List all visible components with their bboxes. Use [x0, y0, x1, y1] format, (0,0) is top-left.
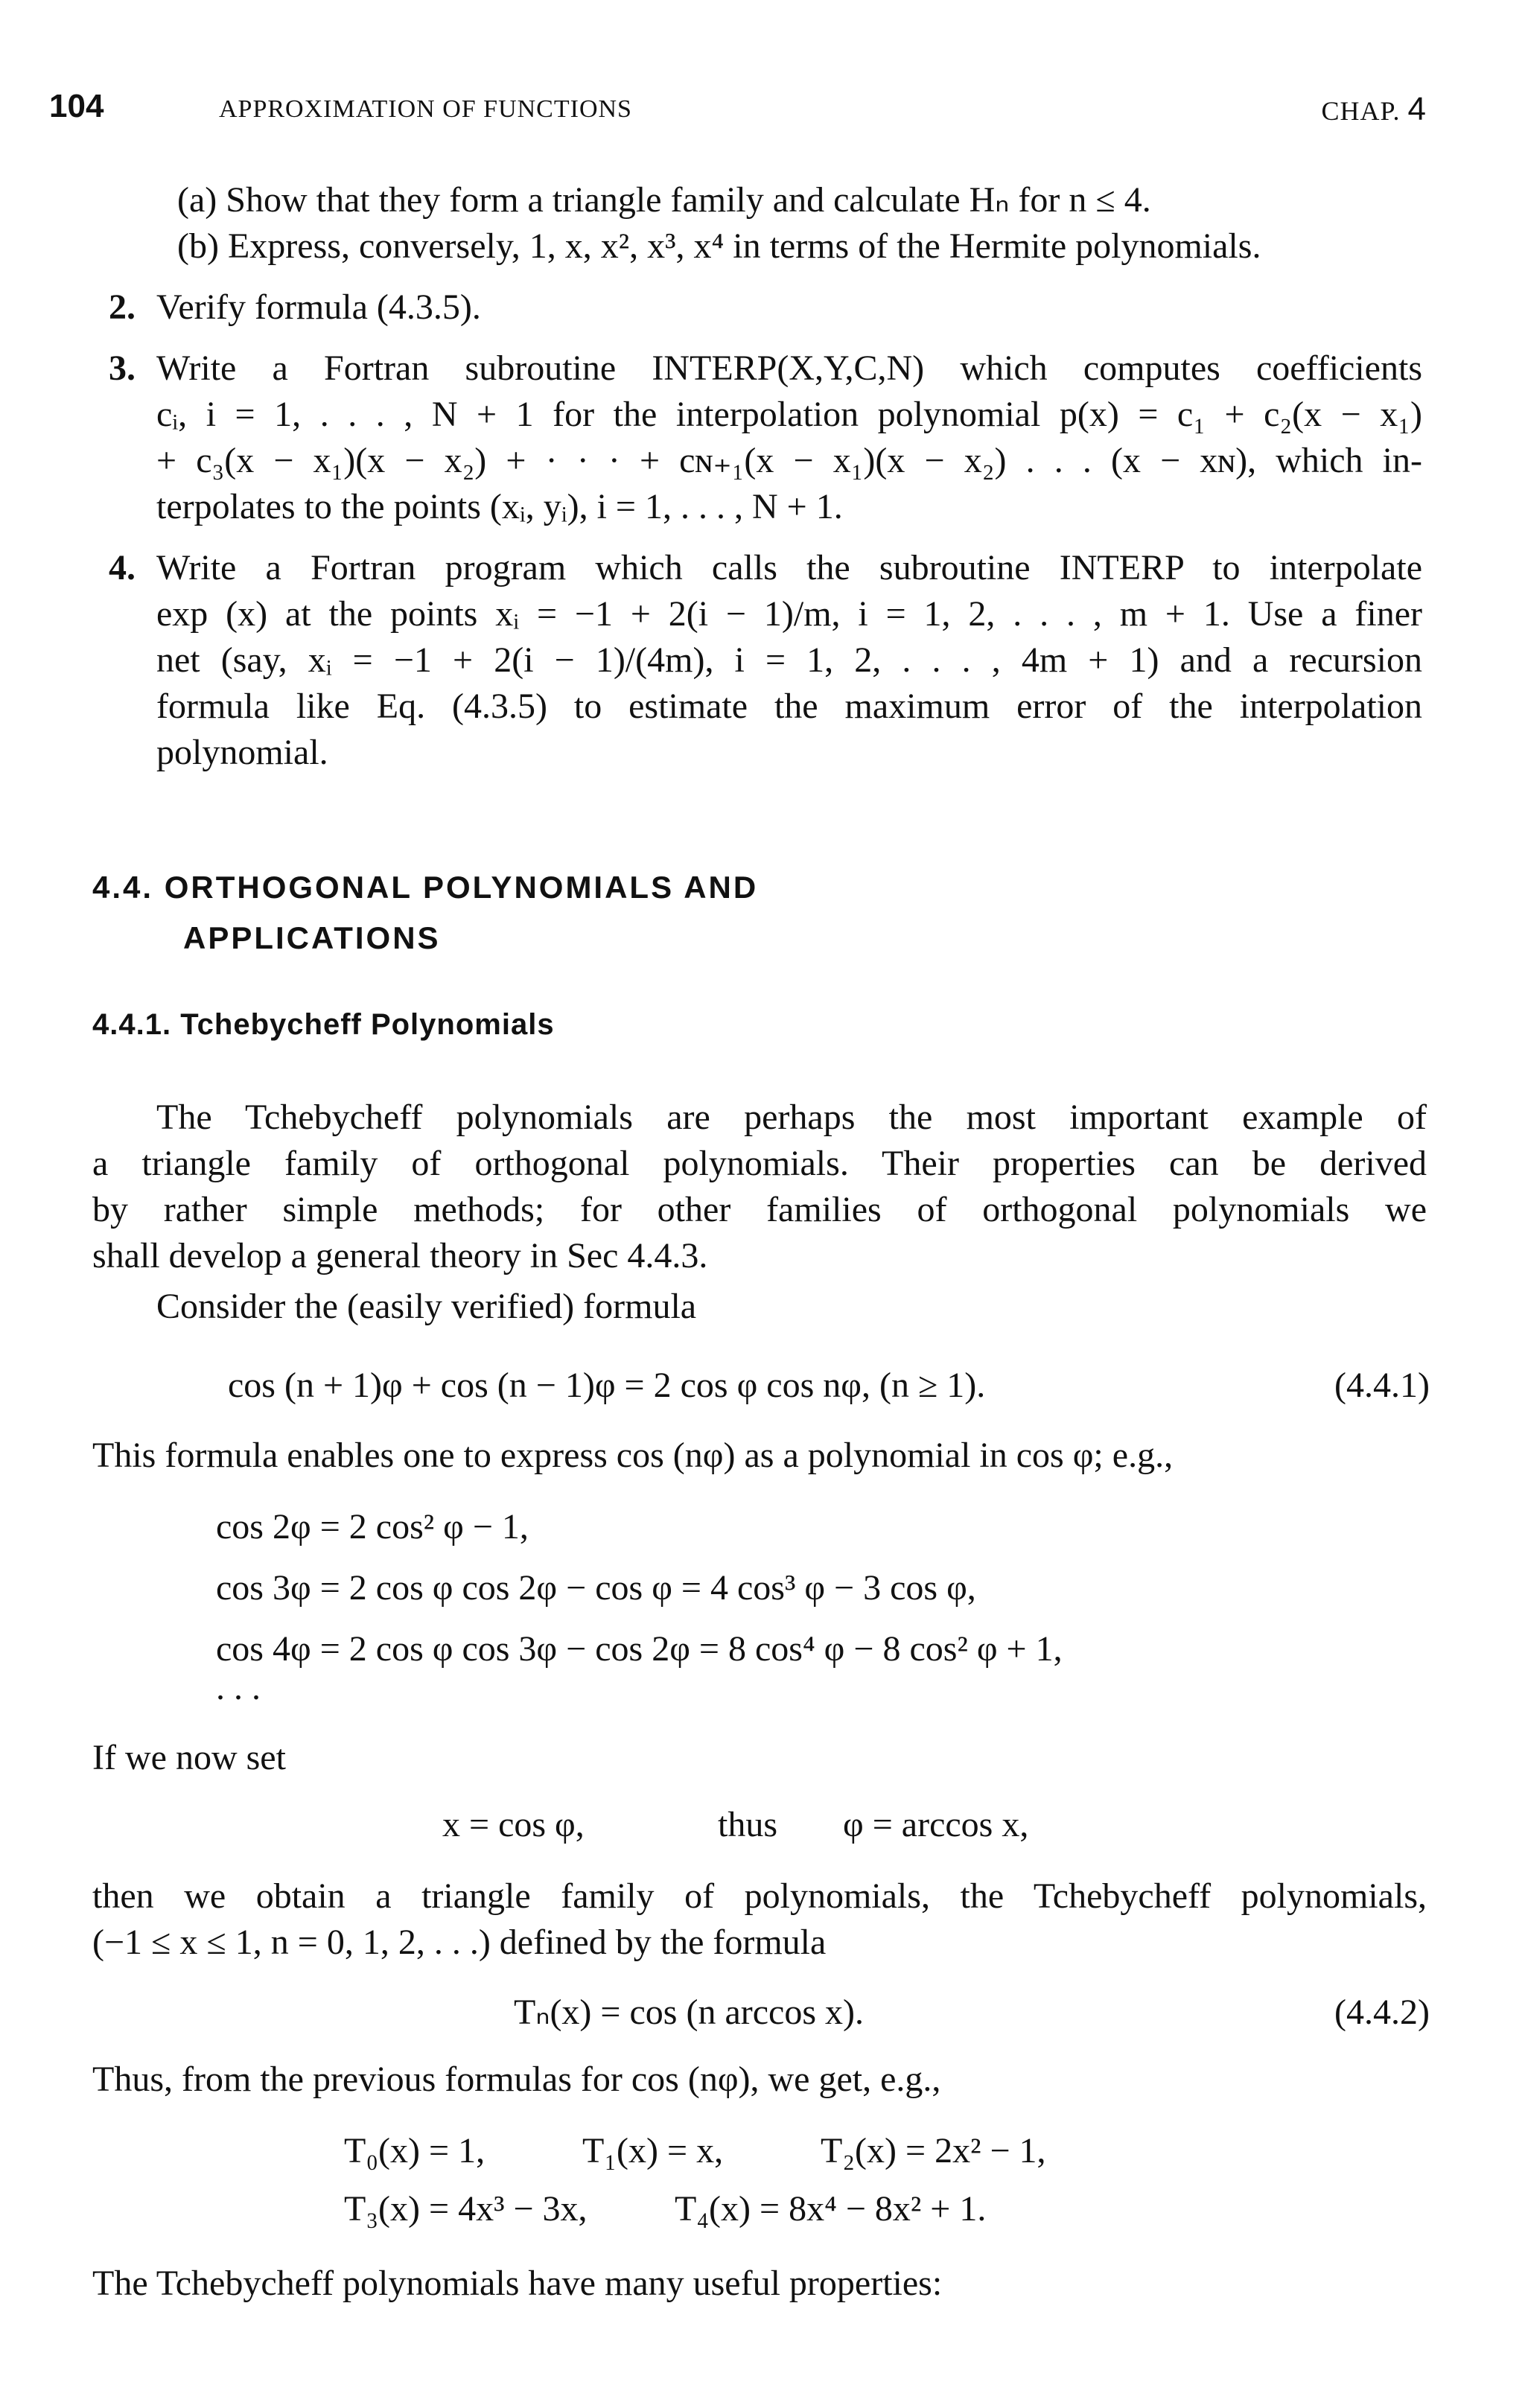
body-line: by rather simple methods; for other families of orthogonal polynomials we — [92, 1190, 1427, 1229]
exercise-4-number: 4. — [109, 548, 136, 587]
body-line: The Tchebycheff polynomials have many useful properties: — [92, 2264, 943, 2303]
cos-equation-line: cos 2φ = 2 cos² φ − 1, — [216, 1507, 529, 1547]
section-heading: 4.4. ORTHOGONAL POLYNOMIALS AND — [92, 870, 759, 905]
cos-equation-line: cos 4φ = 2 cos φ cos 3φ − cos 2φ = 8 cos⁴ φ − 8 cos² φ + 1, — [216, 1629, 1063, 1669]
exercise-1b: (b) Express, conversely, 1, x, x², x³, x⁴ in terms of the Hermite polynomials. — [177, 226, 1261, 266]
exercise-4-line: Write a Fortran program which calls the subroutine INTERP to interpolate — [156, 548, 1422, 587]
exercise-4-line: net (say, xᵢ = −1 + 2(i − 1)/(4m), i = 1, 2, . . . , 4m + 1) and a recursion — [156, 640, 1422, 680]
body-line: a triangle family of orthogonal polynomials. Their properties can be derived — [92, 1144, 1427, 1183]
equation-number: (4.4.1) — [1334, 1366, 1430, 1405]
body-line: The Tchebycheff polynomials are perhaps the most important example of — [156, 1098, 1427, 1137]
exercise-3-line: terpolates to the points (xᵢ, yᵢ), i = 1, . . . , N + 1. — [156, 487, 843, 526]
exercise-3-line: Write a Fortran subroutine INTERP(X,Y,C,N) which computes coefficients — [156, 348, 1422, 388]
substitution-thus: thus — [718, 1805, 778, 1844]
tchebycheff-t1: T₁(x) = x, — [582, 2131, 724, 2170]
exercise-4-line: exp (x) at the points xᵢ = −1 + 2(i − 1)/m, i = 1, 2, . . . , m + 1. Use a finer — [156, 594, 1422, 634]
tchebycheff-t3: T₃(x) = 4x³ − 3x, — [344, 2189, 588, 2229]
running-header — [49, 88, 1427, 133]
exercise-3-line: cᵢ, i = 1, . . . , N + 1 for the interpolation polynomial p(x) = c₁ + c₂(x − x₁) — [156, 395, 1422, 434]
chapter-number: 4 — [1407, 91, 1427, 127]
page-number: 104 — [49, 88, 104, 124]
exercise-1a: (a) Show that they form a triangle family and calculate Hₙ for n ≤ 4. — [177, 180, 1151, 220]
body-line: Thus, from the previous formulas for cos (nφ), we get, e.g., — [92, 2060, 941, 2099]
body-line: shall develop a general theory in Sec 4.4.3. — [92, 1236, 708, 1275]
continuation-dots: . . . — [216, 1668, 261, 1707]
equation-4-4-1: cos (n + 1)φ + cos (n − 1)φ = 2 cos φ cos nφ, (n ≥ 1). — [228, 1366, 986, 1405]
substitution-left: x = cos φ, — [442, 1805, 585, 1844]
exercise-3-number: 3. — [109, 348, 136, 388]
tchebycheff-t2: T₂(x) = 2x² − 1, — [821, 2131, 1046, 2170]
body-line: Consider the (easily verified) formula — [156, 1287, 697, 1326]
body-line: then we obtain a triangle family of polynomials, the Tchebycheff polynomials, — [92, 1876, 1427, 1916]
chapter-label-text: CHAP. — [1321, 96, 1401, 126]
section-heading-cont: APPLICATIONS — [183, 920, 441, 955]
running-title: APPROXIMATION OF FUNCTIONS — [219, 95, 632, 123]
exercise-4-line: polynomial. — [156, 733, 328, 772]
body-line: (−1 ≤ x ≤ 1, n = 0, 1, 2, . . .) defined by the formula — [92, 1923, 827, 1962]
body-line: If we now set — [92, 1738, 286, 1777]
body-line: This formula enables one to express cos (nφ) as a polynomial in cos φ; e.g., — [92, 1436, 1174, 1475]
tchebycheff-t0: T₀(x) = 1, — [344, 2131, 485, 2170]
exercise-4-line: formula like Eq. (4.3.5) to estimate the maximum error of the interpolation — [156, 687, 1422, 726]
exercise-3-line: + c₃(x − x₁)(x − x₂) + · · · + cɴ₊₁(x − x₁)(x − x₂) . . . (x − xɴ), which in- — [156, 441, 1422, 480]
equation-4-4-2: Tₙ(x) = cos (n arccos x). — [514, 1993, 865, 2032]
chapter-label — [1321, 91, 1427, 128]
equation-number: (4.4.2) — [1334, 1993, 1430, 2032]
exercise-2-text: Verify formula (4.3.5). — [156, 287, 481, 327]
cos-equation-line: cos 3φ = 2 cos φ cos 2φ − cos φ = 4 cos³ φ − 3 cos φ, — [216, 1568, 976, 1608]
substitution-right: φ = arccos x, — [843, 1805, 1029, 1844]
subsection-heading: 4.4.1. Tchebycheff Polynomials — [92, 1008, 555, 1041]
tchebycheff-t4: T₄(x) = 8x⁴ − 8x² + 1. — [675, 2189, 987, 2229]
exercise-2-number: 2. — [109, 287, 136, 327]
